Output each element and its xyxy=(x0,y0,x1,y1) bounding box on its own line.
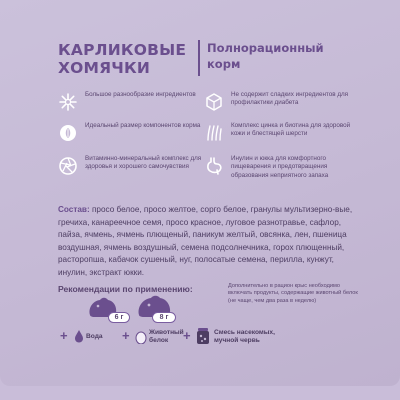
feature-text: Инулин и юкка для комфортного пищеварения и предотвращения образования неприятного запаха xyxy=(231,155,329,179)
composition-label: Состав: xyxy=(58,205,90,214)
feature-text: Идеальный размер компонентов корма xyxy=(85,122,201,129)
portion-small-badge: 6 г xyxy=(108,312,130,323)
water-drop-icon xyxy=(74,330,84,343)
aperture-icon xyxy=(58,156,78,176)
feature-no-sugar xyxy=(204,91,359,112)
animal-protein-line-2: белок xyxy=(149,336,169,344)
feature-text: Большое разнообразие ингредиентов xyxy=(85,91,196,98)
grain-icon xyxy=(58,123,78,143)
composition-text xyxy=(58,204,354,279)
product-subtitle xyxy=(207,41,357,72)
composition-list: просо белое, просо желтое, сорго белое, гранулы мультизерно-вые, гречиха, канареечное семя, просо красное, луговое разнотравье, сафлор, пайза, ячмень, ячмень плющеный, паникум желтый, овсянка, лен, пшеница воздушная, ячмень воздушный, семена подсолнечника, горох плющенный, расторопша, кабачок сушеный, нуг, полосатые семена, перилла, кунжут, инулин, экстракт юкки. xyxy=(58,205,353,277)
insects-line-1: Смесь насекомых, xyxy=(214,329,275,336)
portion-large-badge: 8 г xyxy=(152,312,176,323)
feature-zinc-biotin xyxy=(204,122,359,143)
subtitle-line-1: Полнорационный xyxy=(207,41,324,55)
recommendations-title: Рекомендации по применению: xyxy=(58,284,193,294)
feature-digestion xyxy=(204,155,359,180)
title-line-2: ХОМЯЧКИ xyxy=(58,59,151,77)
title-line-1: КАРЛИКОВЫЕ xyxy=(58,41,187,59)
product-title xyxy=(58,41,198,77)
fur-icon xyxy=(204,123,224,143)
feature-text: Комплекс цинка и биотина для здоровой кожи и блестящей шерсти xyxy=(231,122,351,138)
title-divider xyxy=(198,40,200,76)
feature-variety xyxy=(58,91,213,112)
sugar-cube-icon xyxy=(204,92,224,112)
subtitle-line-2: корм xyxy=(207,56,241,71)
plus-icon: + xyxy=(60,328,68,343)
plus-icon: + xyxy=(183,328,191,343)
sparkle-icon xyxy=(58,92,78,112)
egg-icon xyxy=(135,330,147,344)
recommendations-note: Дополнительно в рацион крыс необходимо включать продукты, содержащие животный белок (не чаще, чем два раза в неделю) xyxy=(228,283,358,304)
feature-text: Не содержит сладких ингредиентов для профилактики диабета xyxy=(231,91,349,107)
stomach-icon xyxy=(204,156,224,176)
insect-jar-icon xyxy=(195,327,211,345)
plus-icon: + xyxy=(122,328,130,343)
animal-protein-line-1: Животный xyxy=(149,329,184,336)
feature-vitamins xyxy=(58,155,213,176)
animal-protein-label xyxy=(149,329,184,345)
insects-line-2: мучной червь xyxy=(214,336,260,344)
insects-label xyxy=(214,329,275,345)
water-label: Вода xyxy=(86,333,103,340)
feature-size xyxy=(58,122,213,143)
feature-text: Витаминно-минеральный комплекс для здоровья и хорошего самочувствия xyxy=(85,155,202,171)
